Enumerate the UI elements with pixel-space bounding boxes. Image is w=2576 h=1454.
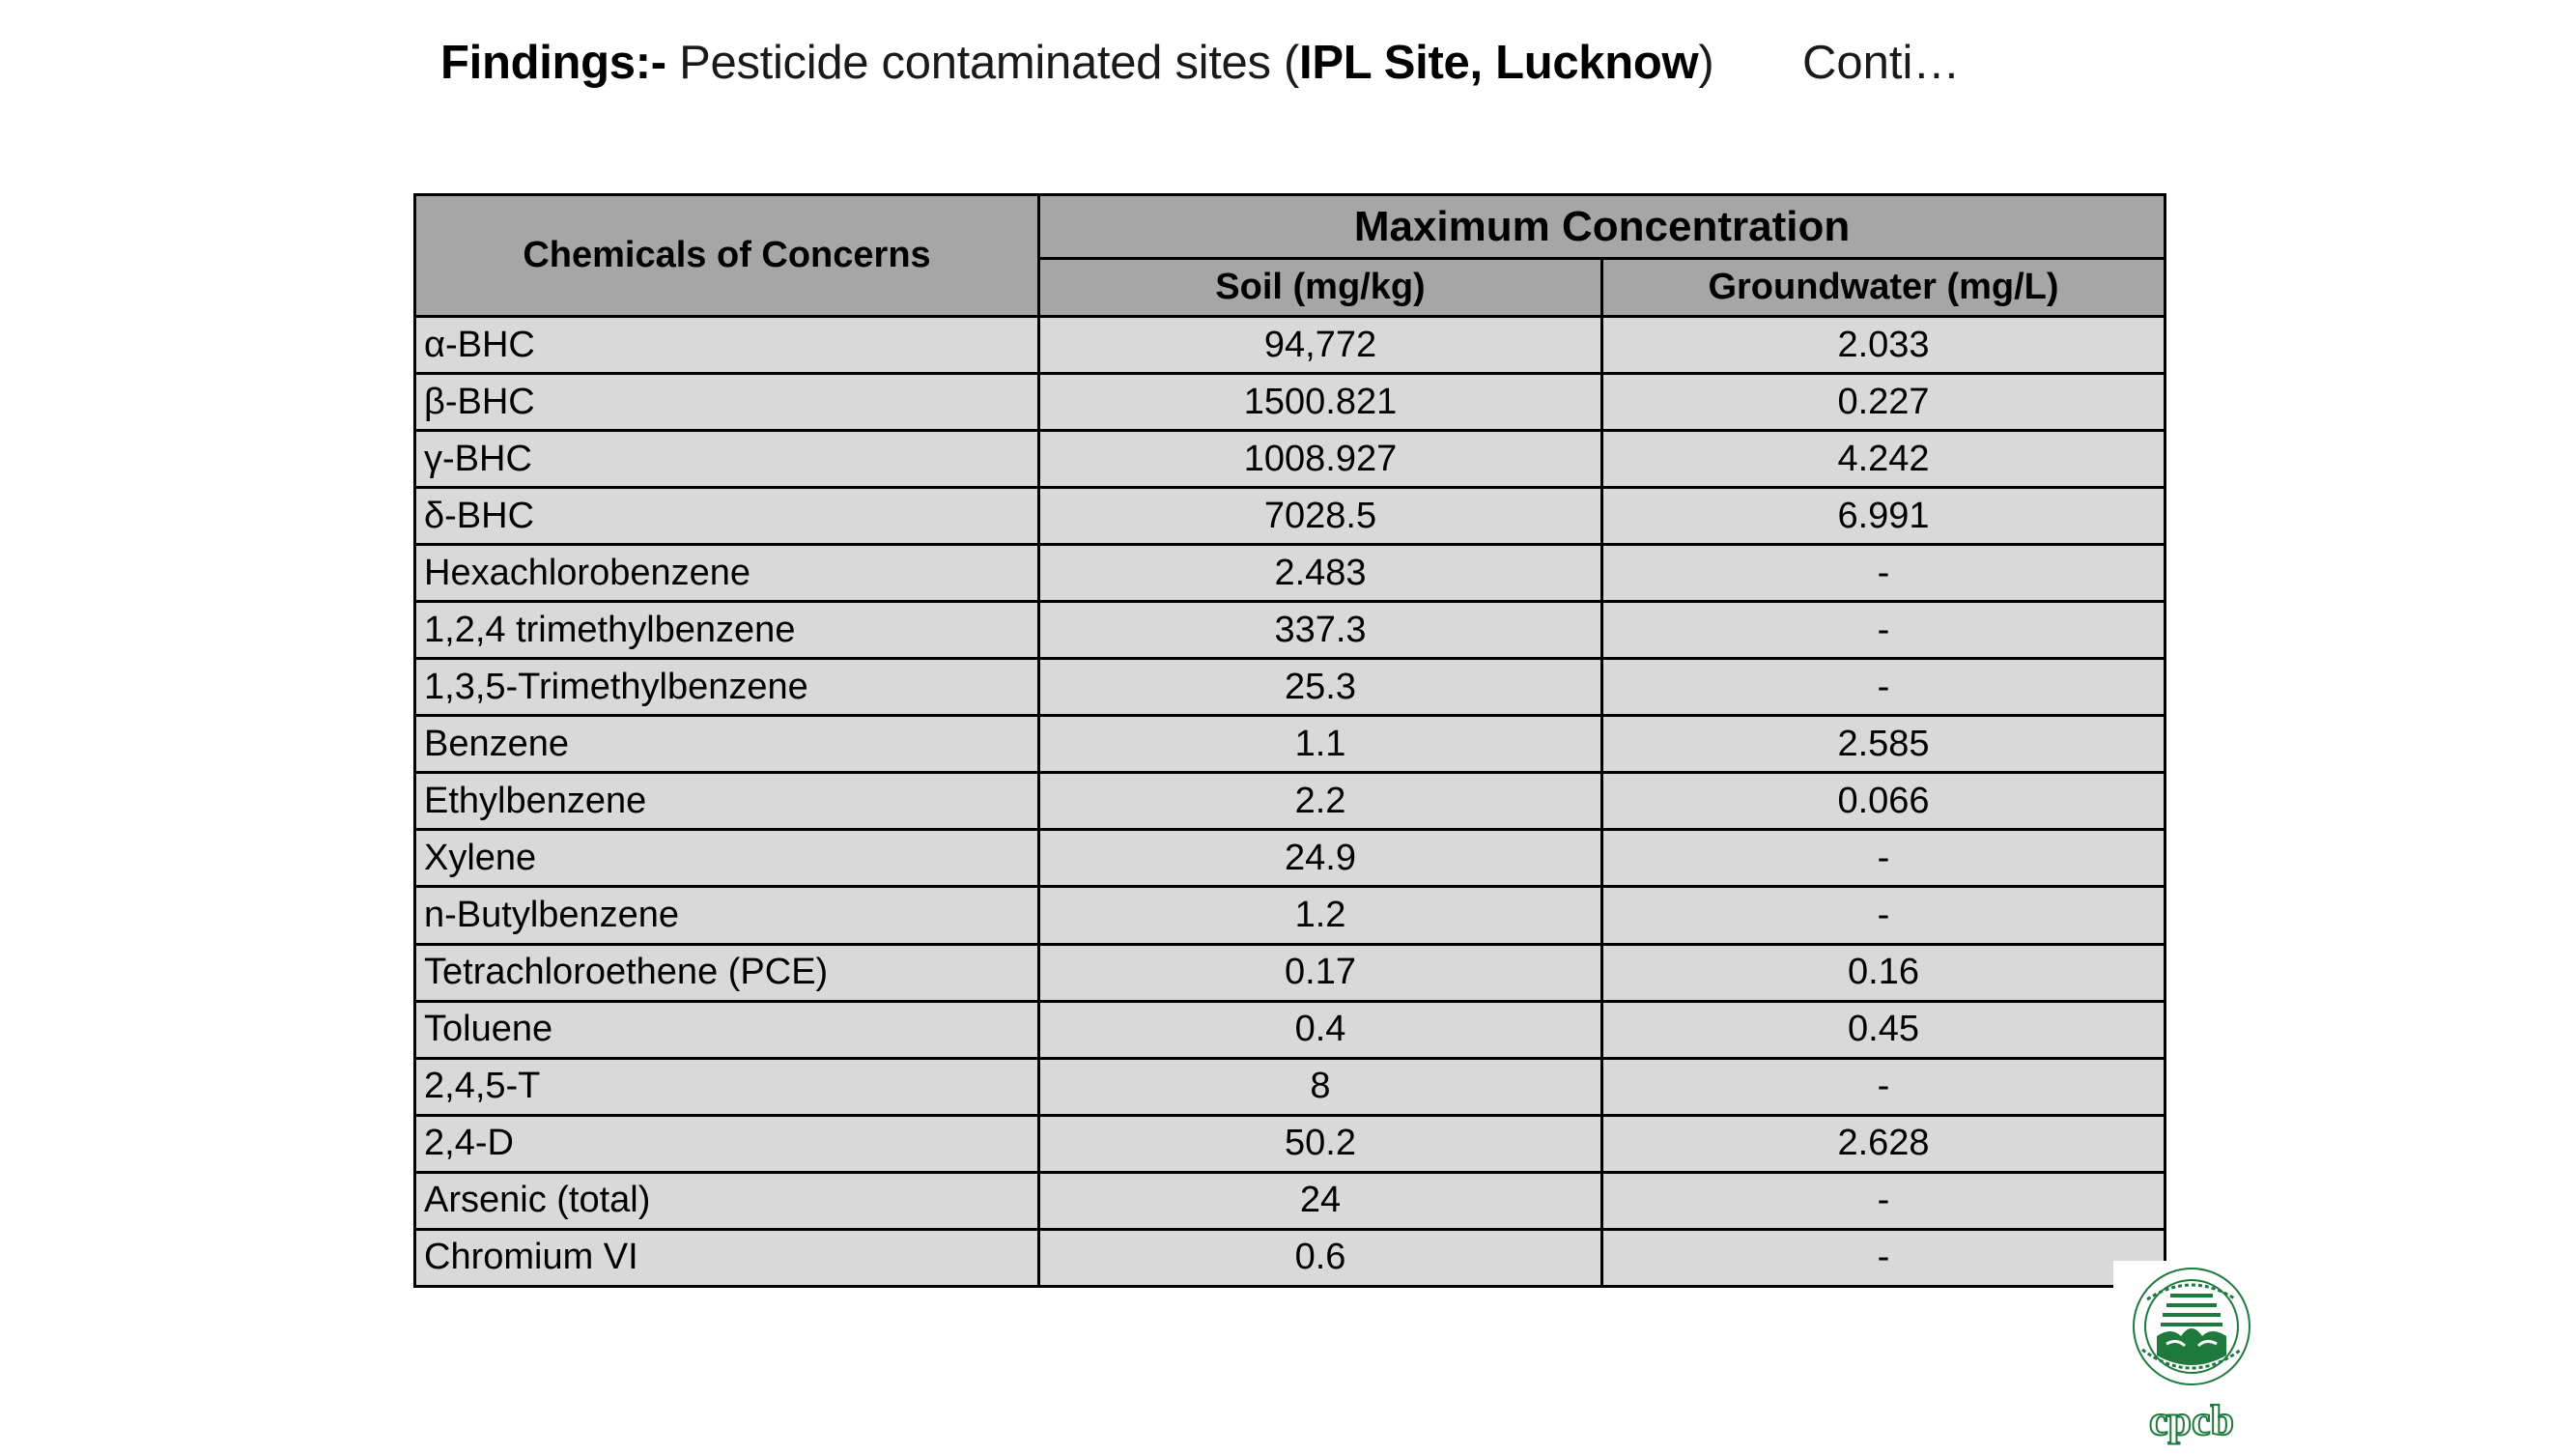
cell-soil: 0.17 [1039, 944, 1602, 1001]
table-row [415, 1001, 2166, 1058]
cell-groundwater: 4.242 [1602, 431, 2166, 488]
cell-chemical: 1,2,4 trimethylbenzene [415, 602, 1039, 659]
cell-chemical: Toluene [415, 1001, 1039, 1058]
findings-label: Findings:- [440, 37, 666, 89]
cell-soil: 50.2 [1039, 1115, 1602, 1172]
continued-label: Conti… [1802, 37, 1961, 89]
subject-prefix: Pesticide contaminated sites ( [679, 37, 1300, 89]
table-row [415, 716, 2166, 773]
table-row [415, 830, 2166, 887]
table-row [415, 602, 2166, 659]
cell-groundwater: - [1602, 830, 2166, 887]
table-row [415, 773, 2166, 830]
cell-soil: 8 [1039, 1058, 1602, 1115]
cell-chemical: Ethylbenzene [415, 773, 1039, 830]
cell-chemical: Benzene [415, 716, 1039, 773]
cell-soil: 0.4 [1039, 1001, 1602, 1058]
cell-chemical: Chromium VI [415, 1229, 1039, 1286]
cell-chemical: β-BHC [415, 374, 1039, 431]
cell-soil: 1008.927 [1039, 431, 1602, 488]
table-body [415, 317, 2166, 1287]
cell-chemical: 1,3,5-Trimethylbenzene [415, 659, 1039, 716]
table-row [415, 488, 2166, 545]
cell-chemical: Tetrachloroethene (PCE) [415, 944, 1039, 1001]
subject-suffix: ) [1698, 37, 1714, 89]
cell-groundwater: - [1602, 1229, 2166, 1286]
cell-groundwater: 0.066 [1602, 773, 2166, 830]
cell-soil: 1500.821 [1039, 374, 1602, 431]
table-row [415, 374, 2166, 431]
cell-soil: 25.3 [1039, 659, 1602, 716]
cell-soil: 2.483 [1039, 545, 1602, 602]
table-row [415, 431, 2166, 488]
cell-groundwater: 2.033 [1602, 317, 2166, 374]
concentration-table-container [413, 193, 2164, 1288]
cell-soil: 7028.5 [1039, 488, 1602, 545]
cell-chemical: n-Butylbenzene [415, 887, 1039, 944]
cell-soil: 337.3 [1039, 602, 1602, 659]
cell-groundwater: - [1602, 1172, 2166, 1229]
table-row [415, 887, 2166, 944]
cell-chemical: Xylene [415, 830, 1039, 887]
table-row [415, 944, 2166, 1001]
cpcb-logo-text: cpcb [2149, 1397, 2234, 1444]
cell-soil: 24 [1039, 1172, 1602, 1229]
cell-chemical: 2,4-D [415, 1115, 1039, 1172]
cell-soil: 2.2 [1039, 773, 1602, 830]
cell-soil: 1.1 [1039, 716, 1602, 773]
cell-chemical: Arsenic (total) [415, 1172, 1039, 1229]
cell-groundwater: 2.628 [1602, 1115, 2166, 1172]
cell-groundwater: 0.16 [1602, 944, 2166, 1001]
cell-chemical: 2,4,5-T [415, 1058, 1039, 1115]
cpcb-logo-icon [2113, 1261, 2270, 1449]
cell-soil: 0.6 [1039, 1229, 1602, 1286]
cell-groundwater: 6.991 [1602, 488, 2166, 545]
cell-soil: 24.9 [1039, 830, 1602, 887]
table-row [415, 1058, 2166, 1115]
cell-groundwater: 0.45 [1602, 1001, 2166, 1058]
table-row [415, 659, 2166, 716]
cell-groundwater: 0.227 [1602, 374, 2166, 431]
concentration-table [413, 193, 2166, 1288]
cell-groundwater: - [1602, 602, 2166, 659]
cell-soil: 94,772 [1039, 317, 1602, 374]
table-row [415, 317, 2166, 374]
cell-groundwater: - [1602, 887, 2166, 944]
header-max-concentration: Maximum Concentration [1039, 195, 2166, 259]
cell-soil: 1.2 [1039, 887, 1602, 944]
table-row [415, 1172, 2166, 1229]
cpcb-emblem [2134, 1269, 2250, 1384]
site-name: IPL Site, Lucknow [1299, 37, 1699, 89]
cell-chemical: γ-BHC [415, 431, 1039, 488]
table-row [415, 1229, 2166, 1286]
header-chemicals: Chemicals of Concerns [415, 195, 1039, 317]
cell-groundwater: - [1602, 659, 2166, 716]
table-row [415, 1115, 2166, 1172]
cell-groundwater: - [1602, 1058, 2166, 1115]
cell-groundwater: - [1602, 545, 2166, 602]
header-groundwater: Groundwater (mg/L) [1602, 259, 2166, 317]
header-soil: Soil (mg/kg) [1039, 259, 1602, 317]
cell-groundwater: 2.585 [1602, 716, 2166, 773]
cell-chemical: δ-BHC [415, 488, 1039, 545]
table-row [415, 545, 2166, 602]
slide-title [440, 29, 1713, 97]
cell-chemical: α-BHC [415, 317, 1039, 374]
cell-chemical: Hexachlorobenzene [415, 545, 1039, 602]
